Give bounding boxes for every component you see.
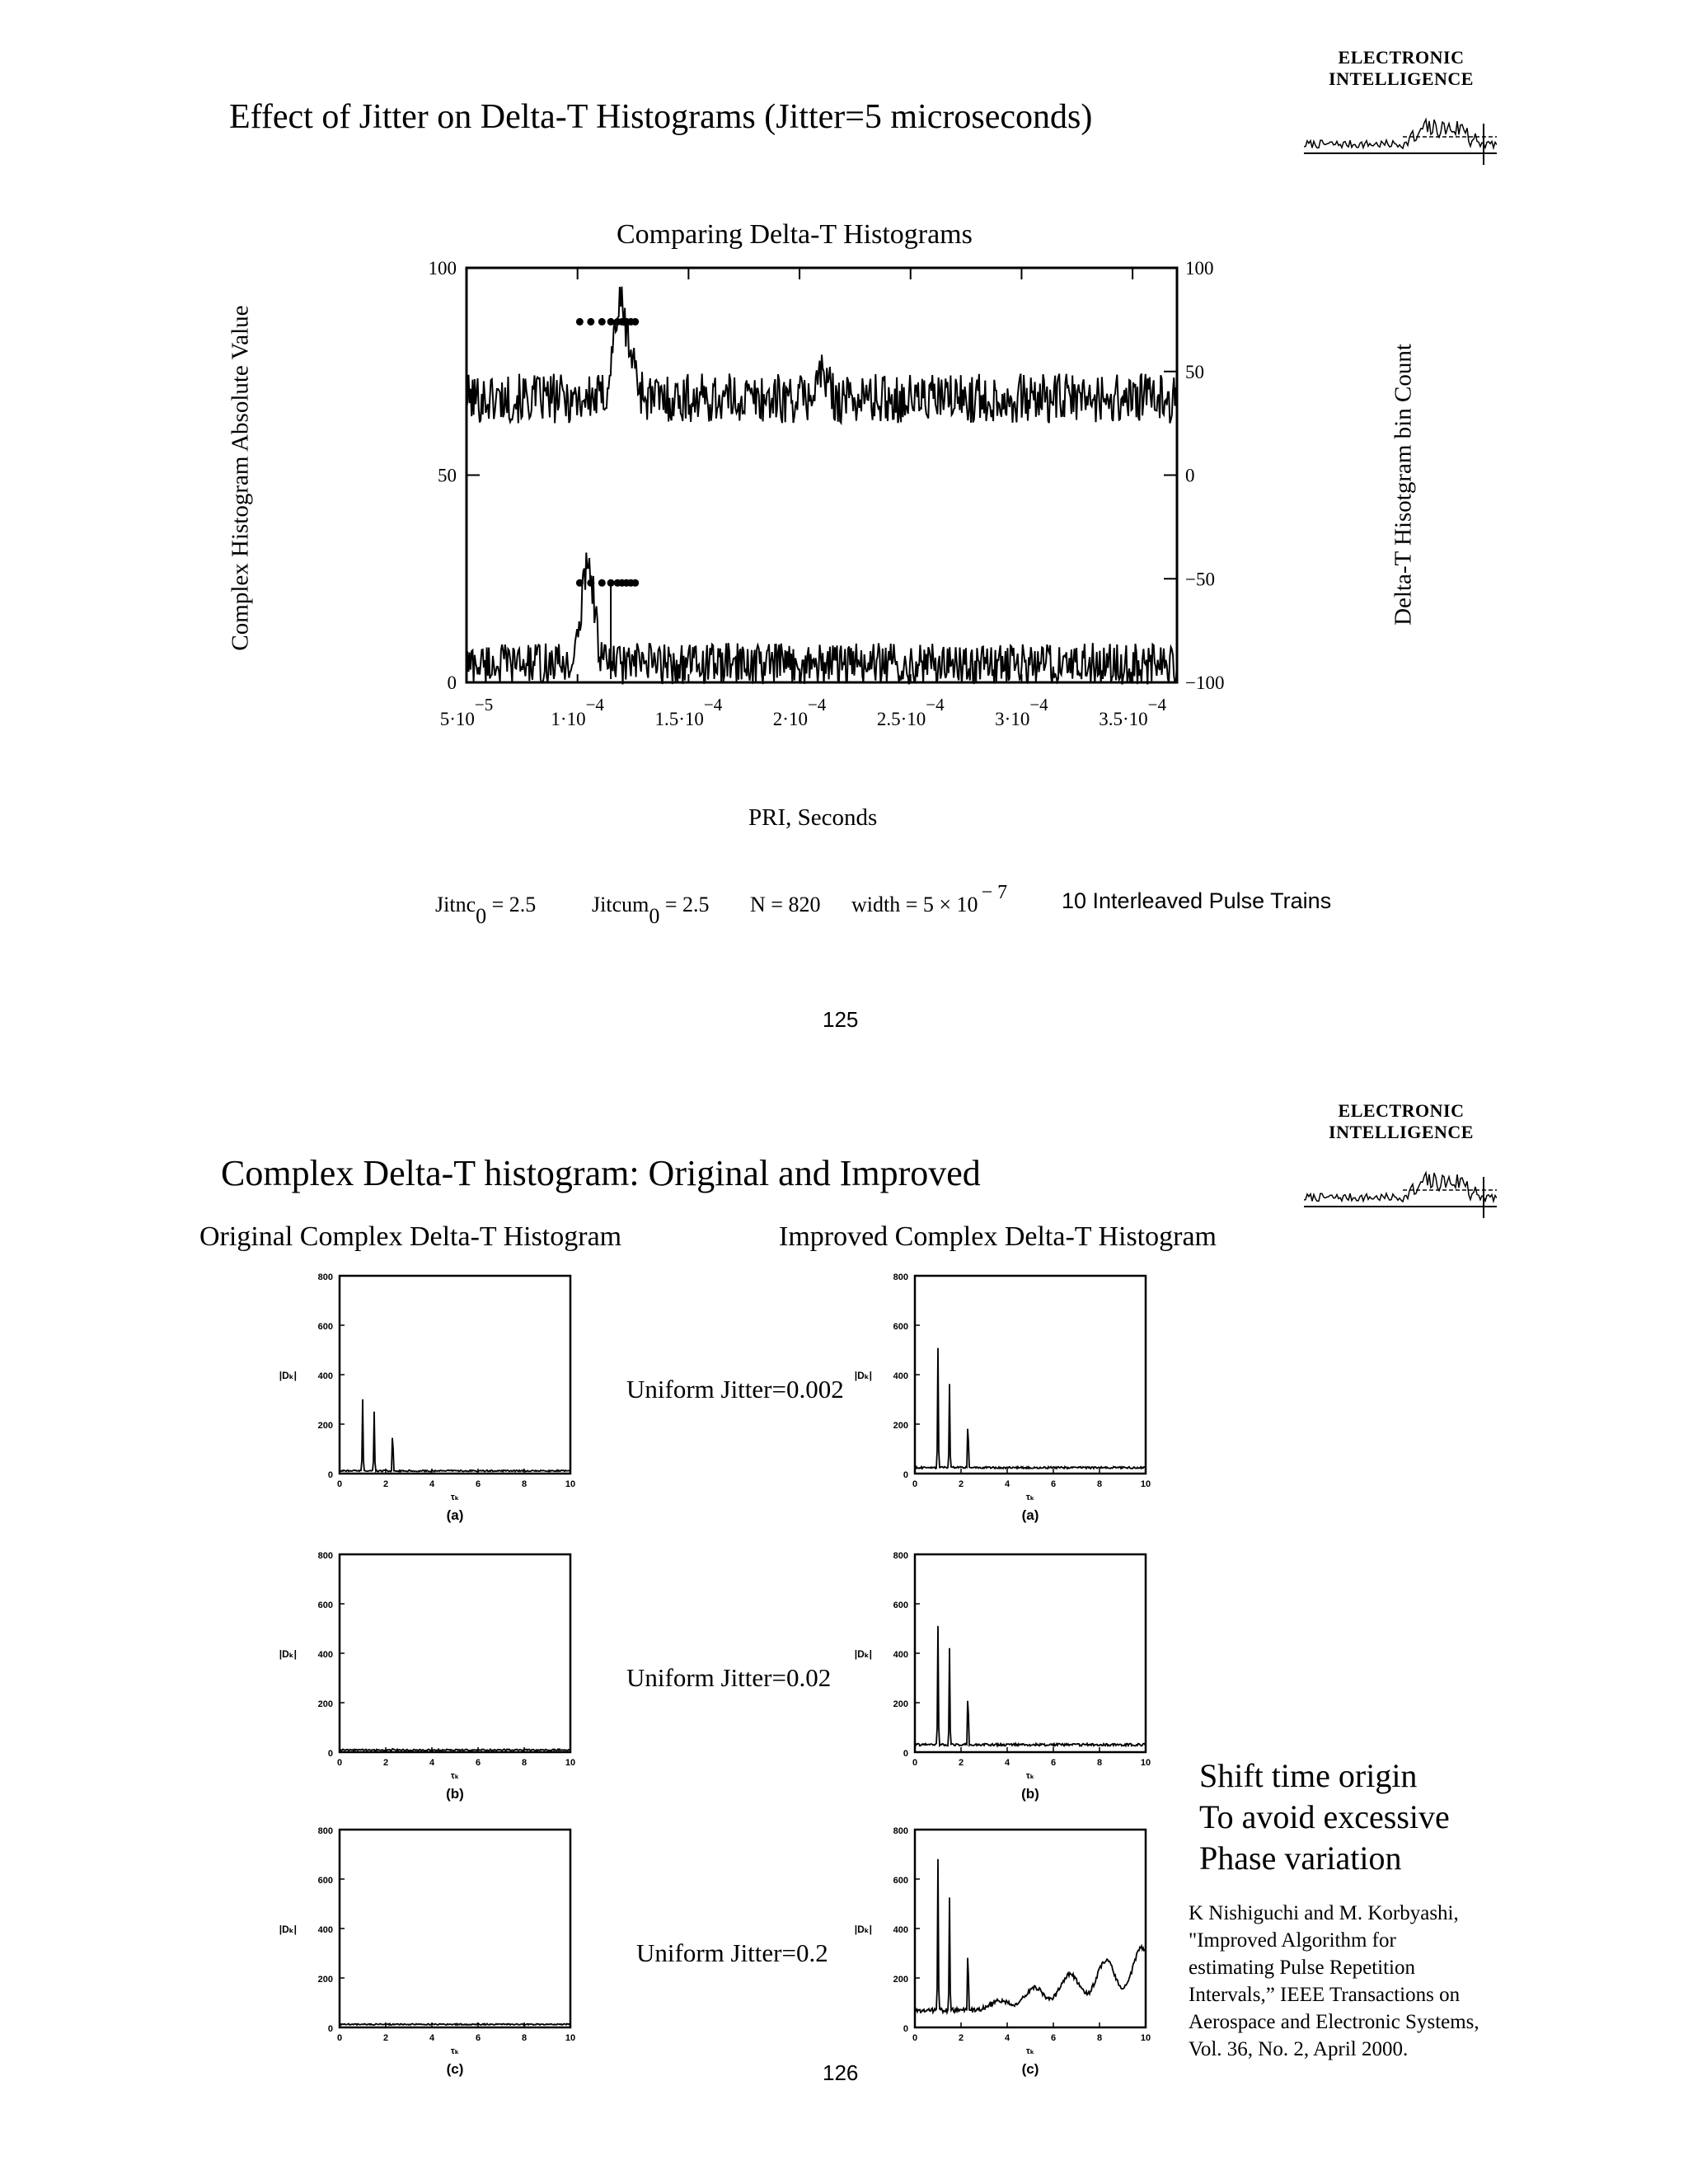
panel-trace	[915, 1626, 1146, 1746]
panel-x-tick-label: 6	[1050, 1479, 1057, 1489]
panel-x-tick-label: 0	[336, 1479, 343, 1489]
panel-y-tick-label: 800	[893, 1551, 908, 1561]
marker-dot-upper	[576, 318, 584, 326]
x-axis-label: PRI, Seconds	[748, 804, 878, 831]
x-tick-label: 2·10−4	[772, 695, 827, 729]
jitcum-value: = 2.5	[659, 893, 710, 916]
pulse-trains-label: 10 Interleaved Pulse Trains	[1062, 888, 1332, 913]
panel-trace	[340, 1399, 570, 1472]
panel-x-tick-label: 0	[912, 1758, 918, 1768]
panel-caption: (a)	[1021, 1507, 1039, 1523]
panel-y-tick-label: 0	[903, 1470, 908, 1480]
panel-x-tick-label: 6	[475, 1479, 481, 1489]
jitnc-value: = 2.5	[486, 893, 537, 916]
panel-y-label: |Dₖ|	[854, 1370, 872, 1381]
n-param: N = 820	[750, 893, 821, 916]
series-line-1	[467, 287, 1177, 424]
marker-dot-upper	[587, 318, 594, 326]
note-text	[1199, 1755, 1450, 1879]
panel-y-tick-label: 0	[903, 2024, 908, 2034]
panel-y-tick-label: 200	[317, 1975, 333, 1985]
panel-y-label: |Dₖ|	[854, 1924, 872, 1935]
citation-line: K Nishiguchi and M. Korbyashi,	[1189, 1902, 1459, 1924]
panel-x-tick-label: 4	[429, 1479, 435, 1489]
panel-y-tick-label: 400	[893, 1371, 908, 1381]
panel-y-tick-label: 800	[893, 1272, 908, 1282]
panel-y-tick-label: 200	[893, 1975, 908, 1985]
panel-x-label: τₖ	[450, 1493, 460, 1502]
panel-x-tick-label: 10	[565, 1758, 576, 1768]
panel-x-tick-label: 4	[429, 1758, 435, 1768]
panel-x-tick-label: 6	[1050, 2033, 1057, 2043]
right-tick-label: 50	[1185, 361, 1204, 382]
panel-y-tick-label: 600	[893, 1322, 908, 1332]
marker-dot-upper	[631, 318, 639, 326]
panel-x-tick-label: 2	[958, 2033, 964, 2043]
citation-line: Aerospace and Electronic Systems,	[1189, 2011, 1479, 2033]
x-tick-label: 3·10−4	[995, 695, 1048, 729]
panel-x-label: τₖ	[1025, 1493, 1035, 1502]
panel-x-tick-label: 4	[1004, 1758, 1010, 1768]
panel-y-tick-label: 200	[893, 1421, 908, 1431]
histogram-panel-orig-c	[279, 1826, 575, 2077]
panel-x-tick-label: 2	[382, 2033, 389, 2043]
signal-trace-logo-icon	[1304, 1169, 1497, 1220]
original-column-title: Original Complex Delta-T Histogram	[199, 1221, 622, 1252]
panel-y-tick-label: 400	[317, 1650, 333, 1660]
marker-dot-lower	[631, 579, 639, 587]
histogram-panel-impr-c	[855, 1826, 1151, 2077]
panel-x-label: τₖ	[450, 1771, 460, 1781]
note-line: To avoid excessive	[1199, 1798, 1450, 1835]
panel-y-tick-label: 400	[893, 1650, 908, 1660]
panel-x-tick-label: 10	[565, 1479, 576, 1489]
logo-line1: ELECTRONIC	[1338, 1100, 1465, 1121]
histogram-panel-orig-a	[279, 1272, 575, 1523]
jitcum-param	[592, 893, 710, 928]
panel-frame	[340, 1830, 570, 2027]
panel-x-tick-label: 6	[475, 2033, 481, 2043]
y-axis-right-label: Delta-T Hisotgram bin Count	[1390, 344, 1417, 626]
panel-x-tick-label: 0	[336, 1758, 343, 1768]
panel-x-tick-label: 4	[1004, 2033, 1010, 2043]
panel-x-label: τₖ	[450, 2046, 460, 2056]
panel-x-tick-label: 8	[521, 2033, 528, 2043]
panel-x-tick-label: 0	[912, 2033, 918, 2043]
right-tick-label: −100	[1185, 673, 1225, 693]
jitter-label-b: Uniform Jitter=0.02	[626, 1663, 832, 1692]
panel-caption: (b)	[446, 1786, 464, 1802]
panel-x-tick-label: 10	[1140, 2033, 1151, 2043]
citation-line: Vol. 36, No. 2, April 2000.	[1189, 2038, 1409, 2060]
panel-x-label: τₖ	[1025, 1771, 1035, 1781]
citation-line: estimating Pulse Repetition	[1189, 1957, 1415, 1979]
jitcum-name: Jitcum	[592, 893, 649, 916]
panel-y-tick-label: 400	[317, 1925, 333, 1935]
panel-x-tick-label: 2	[958, 1758, 964, 1768]
panel-caption: (a)	[446, 1507, 464, 1523]
panel-x-tick-label: 2	[958, 1479, 964, 1489]
marker-dot-lower	[576, 579, 584, 587]
panel-y-tick-label: 600	[893, 1601, 908, 1610]
jitnc-sub: 0	[476, 904, 487, 928]
x-tick-label: 2.5·10−4	[876, 695, 945, 729]
jitnc-name: Jitnc	[435, 893, 476, 916]
logo-text	[1319, 1100, 1484, 1143]
panel-trace	[915, 1348, 1146, 1469]
right-tick-label: −50	[1185, 569, 1215, 590]
panel-x-tick-label: 8	[1096, 1758, 1103, 1768]
panel-y-tick-label: 600	[317, 1322, 333, 1332]
panel-trace	[340, 2024, 570, 2026]
panel-x-tick-label: 8	[521, 1758, 528, 1768]
citation	[1189, 1900, 1479, 2063]
left-tick-label: 50	[438, 465, 457, 486]
panel-y-tick-label: 0	[327, 2024, 333, 2034]
panel-y-tick-label: 0	[903, 1749, 908, 1759]
left-tick-label: 0	[447, 673, 457, 693]
marker-dot-upper	[598, 318, 606, 326]
panel-x-label: τₖ	[1025, 2046, 1035, 2056]
page-number-126: 126	[823, 2060, 859, 2085]
page-title: Complex Delta-T histogram: Original and Improved	[221, 1153, 981, 1193]
page-title: Effect of Jitter on Delta-T Histograms (Jitter=5 microseconds)	[229, 98, 1093, 136]
panel-x-tick-label: 8	[521, 1479, 528, 1489]
marker-dot-upper	[607, 318, 615, 326]
panel-x-tick-label: 4	[1004, 1479, 1010, 1489]
histogram-panel-impr-a	[855, 1272, 1151, 1523]
series-line-2	[467, 553, 1177, 685]
panel-y-tick-label: 600	[317, 1876, 333, 1886]
width-text: width = 5 × 10	[851, 893, 978, 916]
histogram-panel-orig-b	[279, 1551, 575, 1802]
jitter-label-c: Uniform Jitter=0.2	[636, 1938, 828, 1967]
panel-y-label: |Dₖ|	[854, 1648, 872, 1660]
panel-x-tick-label: 2	[382, 1758, 389, 1768]
panel-x-tick-label: 10	[1140, 1479, 1151, 1489]
panel-x-tick-label: 8	[1096, 1479, 1103, 1489]
panel-y-tick-label: 0	[327, 1749, 333, 1759]
y-axis-left-label: Complex Histogram Absolute Value	[227, 305, 254, 651]
improved-column-title: Improved Complex Delta-T Histogram	[779, 1221, 1217, 1252]
panel-y-tick-label: 600	[893, 1876, 908, 1886]
panel-y-tick-label: 200	[893, 1699, 908, 1709]
panel-y-tick-label: 400	[893, 1925, 908, 1935]
panel-y-label: |Dₖ|	[279, 1648, 297, 1660]
panel-frame	[340, 1554, 570, 1752]
histogram-panel-impr-b	[855, 1551, 1151, 1802]
jitcum-sub: 0	[649, 904, 660, 928]
page-number-125: 125	[823, 1007, 859, 1032]
panel-x-tick-label: 10	[1140, 1758, 1151, 1768]
panel-y-label: |Dₖ|	[279, 1370, 297, 1381]
panel-x-tick-label: 8	[1096, 2033, 1103, 2043]
panel-x-tick-label: 2	[382, 1479, 389, 1489]
panel-x-tick-label: 0	[336, 2033, 343, 2043]
panel-x-tick-label: 10	[565, 2033, 576, 2043]
panel-caption: (c)	[1021, 2061, 1039, 2077]
logo-line1: ELECTRONIC	[1338, 47, 1465, 68]
chart-title: Comparing Delta-T Histograms	[617, 219, 973, 250]
logo-line2: INTELLIGENCE	[1329, 68, 1474, 89]
panel-y-tick-label: 800	[317, 1551, 333, 1561]
right-tick-label: 0	[1185, 465, 1195, 486]
marker-dot-lower	[587, 579, 594, 587]
panel-caption: (c)	[446, 2061, 464, 2077]
panel-x-tick-label: 4	[429, 2033, 435, 2043]
panel-y-tick-label: 600	[317, 1601, 333, 1610]
jitnc-param	[435, 893, 537, 928]
panel-y-tick-label: 800	[317, 1272, 333, 1282]
jitter-label-a: Uniform Jitter=0.002	[626, 1375, 844, 1404]
logo-trace	[1304, 1173, 1497, 1202]
note-line: Shift time origin	[1199, 1757, 1418, 1794]
panel-y-label: |Dₖ|	[279, 1924, 297, 1935]
panel-y-tick-label: 200	[317, 1421, 333, 1431]
x-tick-label: 1·10−4	[551, 695, 604, 729]
left-tick-label: 100	[428, 258, 457, 279]
x-tick-label: 5·10−5	[439, 695, 494, 729]
panel-trace	[915, 1859, 1146, 2013]
panel-x-tick-label: 6	[475, 1758, 481, 1768]
width-exp: − 7	[981, 882, 1008, 903]
x-tick-label: 1.5·10−4	[654, 695, 723, 729]
right-tick-label: 100	[1185, 258, 1214, 279]
panel-caption: (b)	[1021, 1786, 1039, 1802]
width-param	[851, 882, 1008, 917]
panel-y-tick-label: 200	[317, 1699, 333, 1709]
logo-line2: INTELLIGENCE	[1329, 1122, 1474, 1142]
panel-y-tick-label: 800	[893, 1826, 908, 1836]
marker-dot-lower	[598, 579, 606, 587]
panel-y-tick-label: 800	[317, 1826, 333, 1836]
panel-x-tick-label: 6	[1050, 1758, 1057, 1768]
citation-line: Intervals,” IEEE Transactions on	[1189, 1984, 1461, 2006]
panel-y-tick-label: 0	[327, 1470, 333, 1480]
x-tick-label: 3.5·10−4	[1099, 695, 1167, 729]
chart-frame	[467, 268, 1177, 682]
panel-x-tick-label: 0	[912, 1479, 918, 1489]
panel-y-tick-label: 400	[317, 1371, 333, 1381]
citation-line: "Improved Algorithm for	[1189, 1929, 1396, 1952]
panel-trace	[340, 1749, 570, 1750]
note-line: Phase variation	[1199, 1840, 1402, 1877]
